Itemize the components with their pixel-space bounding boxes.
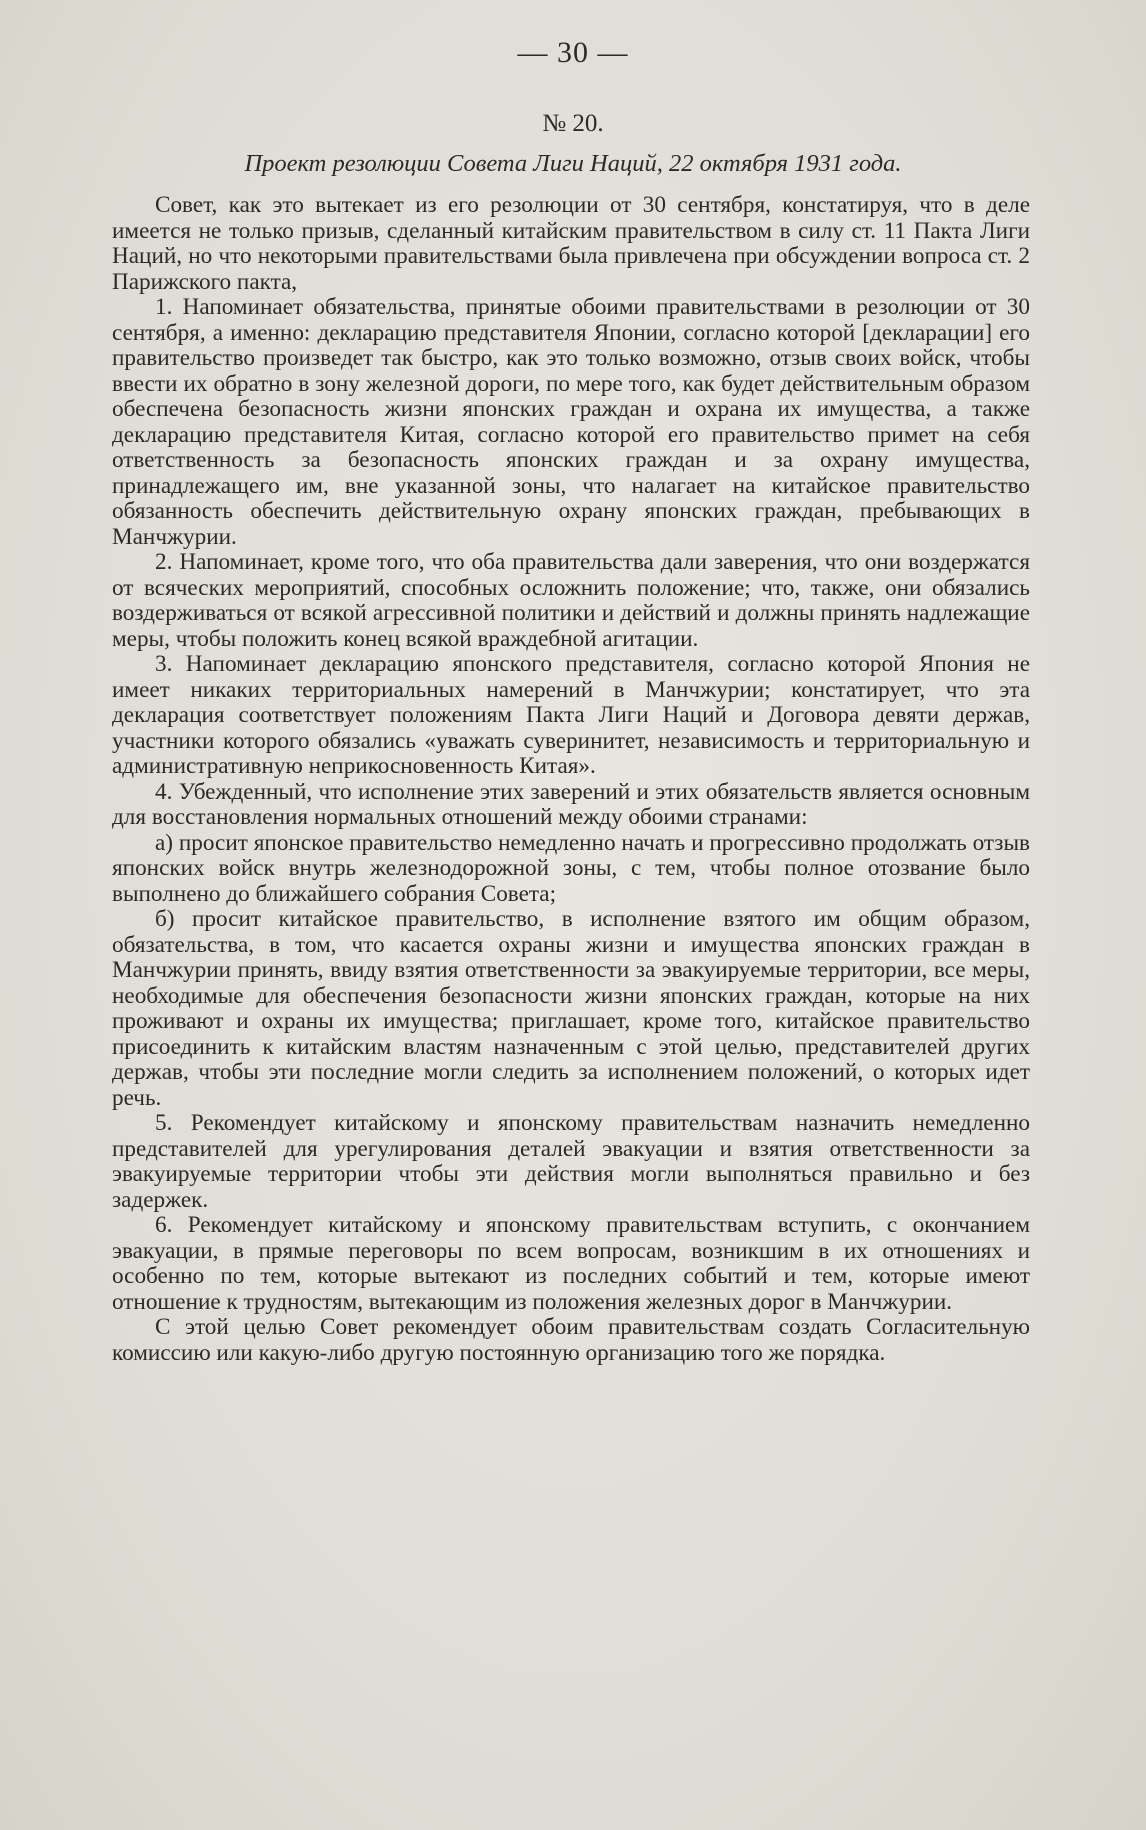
paragraph-3: 3. Напоминает декларацию японского представителя, согласно которой Япония не имеет никаких территориальных намерений в Манчжурии; констатирует, что эта декларация соответствует положениям Пакта Лиги Наций и Договора девяти держав, участники которого обязались «уважать суверинитет, независимость и территориальную и административную неприкосновенность Китая». [112,651,1030,779]
document-title: Проект резолюции Совета Лиги Наций, 22 октября 1931 года. [244,150,902,177]
document-number: № 20. [542,110,604,137]
paragraph-1: 1. Напоминает обязательства, принятые обоими правительствами в резолюции от 30 сентября, а именно: декларацию представителя Японии, согласно которой [декларации] его правительство произведет так быстро, как это только возможно, отзыв своих войск, чтобы ввести их обратно в зону железной дороги, по мере того, как будет действительным образом обеспечена безопасность жизни японских граждан и охрана их имущества, а также декларацию представителя Китая, согласно которой его правительство примет на себя ответственность за безопасность японских граждан и за охрану имущества, принадлежащего им, вне указанной зоны, что налагает на китайское правительство обязанность обеспечить действительную охрану японских граждан, пребывающих в Манчжурии. [112,294,1030,550]
paragraph-preamble: Совет, как это вытекает из его резолюции от 30 сентября, констатируя, что в деле имеется не только призыв, сделанный китайским правительством в силу ст. 11 Пакта Лиги Наций, но что некоторыми правительствами была привлечена при обсуждении вопроса ст. 2 Парижского пакта, [112,192,1030,295]
document-body [112,193,1030,1366]
paragraph-4b: б) просит китайское правительство, в исполнение взятого им общим образом, обязательства, в том, что касается охраны жизни и имущества японских граждан в Манчжурии принять, ввиду взятия ответственности за эвакуируемые территории, все меры, необходимые для обеспечения безопасности жизни японских граждан, которые на них проживают и охраны их имущества; приглашает, кроме того, китайское правительство присоединить к китайским властям назначенным с этой целью, представителей других держав, чтобы эти последние могли следить за исполнением положений, о которых идет речь. [112,906,1030,1111]
paragraph-4: 4. Убежденный, что исполнение этих заверений и этих обязательств является основным для восстановления нормальных отношений между обоими странами: [112,778,1030,830]
paragraph-4a: а) просит японское правительство немедленно начать и прогрессивно продолжать отзыв японских войск внутрь железнодорожной зоны, с тем, чтобы полное отозвание было выполнено до ближайшего собрания Совета; [112,829,1030,907]
paragraph-closing: С этой целью Совет рекомендует обоим правительствам создать Согласительную комиссию или какую-либо другую постоянную организацию того же порядка. [112,1314,1030,1366]
page-number: — 30 — [517,36,629,69]
paragraph-6: 6. Рекомендует китайскому и японскому правительствам вступить, с окончанием эвакуации, в прямые переговоры по всем вопросам, возникшим в их отношениях и особенно по тем, которые вытекают из последних событий и тем, которые имеют отношение к трудностям, вытекающим из положения железных дорог в Манчжурии. [112,1212,1030,1315]
paragraph-5: 5. Рекомендует китайскому и японскому правительствам назначить немедленно представителей для урегулирования деталей эвакуации и взятия ответственности за эвакуируемые территории чтобы эти действия могли выполняться правильно и без задержек. [112,1110,1030,1213]
paragraph-2: 2. Напоминает, кроме того, что оба правительства дали заверения, что они воздержатся от всяческих мероприятий, способных осложнить положение; что, также, они обязались воздерживаться от всякой агрессивной политики и действий и должны принять надлежащие меры, чтобы положить конец всякой враждебной агитации. [112,549,1030,652]
